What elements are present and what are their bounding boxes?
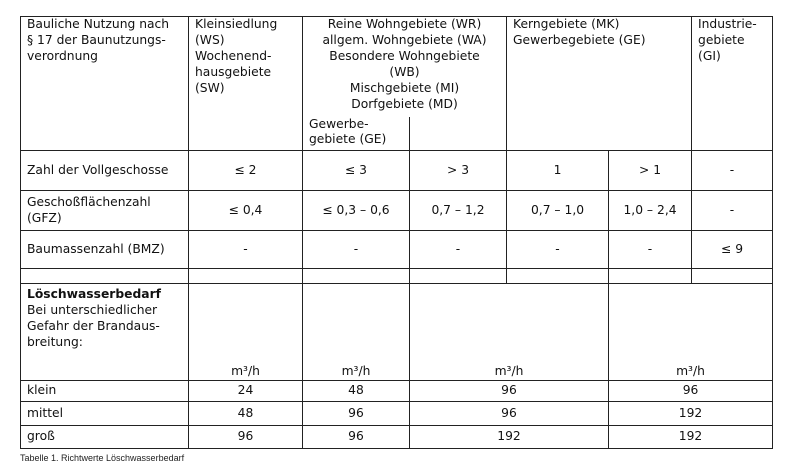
unit-cell: m³/h	[189, 284, 303, 381]
loeschwasser-title: Löschwasserbedarf	[27, 287, 162, 301]
demand-label: groß	[21, 426, 189, 449]
row-label: Baumassenzahl (BMZ)	[21, 231, 189, 269]
table-cell: 0,7 – 1,0	[507, 191, 609, 231]
demand-label: klein	[21, 381, 189, 402]
header-empty-cell	[410, 117, 507, 151]
loeschwasser-table	[20, 16, 773, 449]
table-cell: 96	[410, 402, 609, 426]
table-cell: -	[692, 191, 773, 231]
unit-cell: m³/h	[410, 284, 609, 381]
table-cell: ≤ 0,4	[189, 191, 303, 231]
loeschwasser-label-cell	[21, 284, 189, 381]
table-cell: ≤ 9	[692, 231, 773, 269]
table-row	[21, 151, 773, 191]
header-wohngebiete: Reine Wohngebiete (WR) allgem. Wohngebiete (WA) Besondere Wohngebiete (WB) Mischgebiete (MI) Dorfgebiete (MD)	[303, 17, 507, 117]
table-cell: -	[507, 231, 609, 269]
table-cell: 96	[303, 426, 410, 449]
table-cell: ≤ 3	[303, 151, 410, 191]
table-row	[21, 381, 773, 402]
table-cell: ≤ 2	[189, 151, 303, 191]
demand-label: mittel	[21, 402, 189, 426]
header-gewerbegebiete: Gewerbe- gebiete (GE)	[303, 117, 410, 151]
unit-cell: m³/h	[303, 284, 410, 381]
table-cell: 192	[410, 426, 609, 449]
header-bauliche-nutzung: Bauliche Nutzung nach § 17 der Baunutzungs- verordnung	[21, 17, 189, 151]
loeschwasser-subtitle: Bei unterschiedlicher Gefahr der Brandaus- breitung:	[27, 302, 160, 349]
table-cell: ≤ 0,3 – 0,6	[303, 191, 410, 231]
header-kerngebiete: Kerngebiete (MK) Gewerbegebiete (GE)	[507, 17, 692, 151]
unit-cell: m³/h	[609, 284, 773, 381]
table-cell: -	[189, 231, 303, 269]
table-row	[21, 231, 773, 269]
table-cell: 1,0 – 2,4	[609, 191, 692, 231]
header-industriegebiete: Industrie- gebiete (GI)	[692, 17, 773, 151]
row-label: Geschoßflächenzahl (GFZ)	[21, 191, 189, 231]
table-cell: -	[609, 231, 692, 269]
table-cell: 1	[507, 151, 609, 191]
table-cell: -	[303, 231, 410, 269]
table-cell: > 3	[410, 151, 507, 191]
table-cell: 96	[189, 426, 303, 449]
table-cell: 24	[189, 381, 303, 402]
table-cell: 48	[303, 381, 410, 402]
table-cell: 96	[303, 402, 410, 426]
table-cell: 192	[609, 402, 773, 426]
table-cell: 48	[189, 402, 303, 426]
spacer-row	[21, 269, 773, 284]
table-row	[21, 191, 773, 231]
table-row	[21, 426, 773, 449]
row-label: Zahl der Vollgeschosse	[21, 151, 189, 191]
table-cell: 96	[609, 381, 773, 402]
header-kleinsiedlung: Kleinsiedlung (WS) Wochenend- hausgebiete (SW)	[189, 17, 303, 151]
table-cell: 0,7 – 1,2	[410, 191, 507, 231]
table-cell: 192	[609, 426, 773, 449]
table-row	[21, 402, 773, 426]
table-cell: > 1	[609, 151, 692, 191]
table-cell: -	[410, 231, 507, 269]
table-cell: 96	[410, 381, 609, 402]
table-caption: Tabelle 1. Richtwerte Löschwasserbedarf	[20, 453, 185, 463]
table-cell: -	[692, 151, 773, 191]
